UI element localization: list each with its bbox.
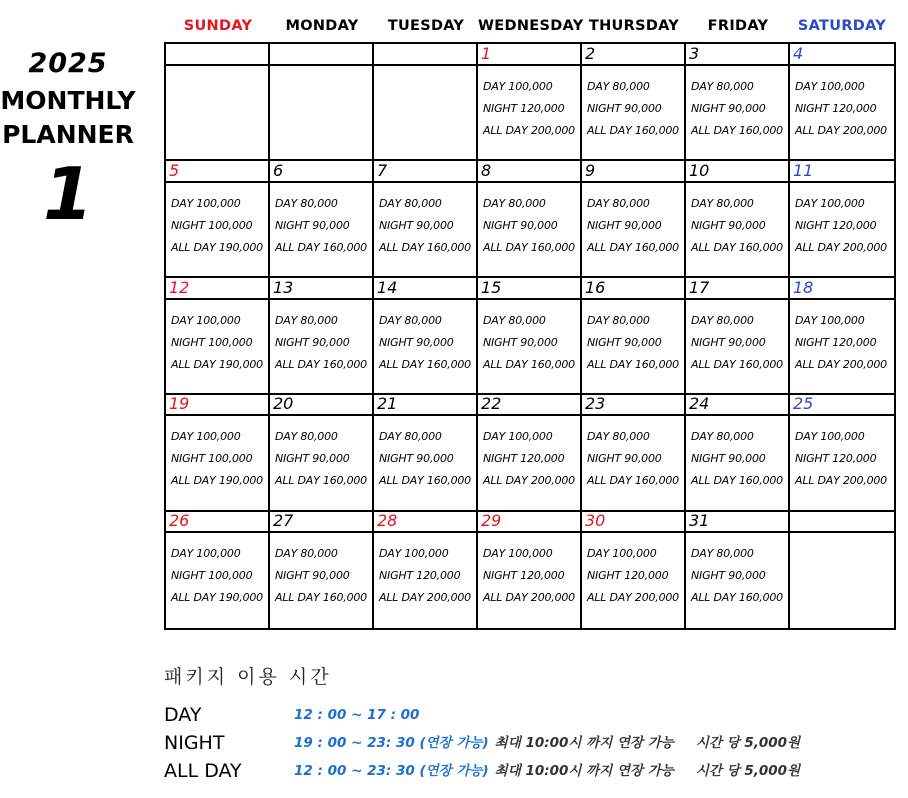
- day-cell-26: [166, 511, 270, 628]
- day-cell-18: [790, 278, 894, 395]
- night-rate: NIGHT 90,000: [379, 335, 454, 349]
- day-number: 26: [166, 511, 268, 533]
- day-number: 13: [270, 278, 372, 300]
- night-rate: NIGHT 120,000: [795, 218, 877, 232]
- all-day-rate: ALL DAY 160,000: [691, 591, 783, 605]
- night-rate: NIGHT 100,000: [171, 335, 253, 349]
- day-number: 12: [166, 278, 268, 300]
- day-number: 30: [582, 511, 684, 533]
- night-rate: NIGHT 120,000: [483, 102, 565, 115]
- day-cell-29: [478, 511, 582, 628]
- price-list: [275, 543, 372, 609]
- title-line-monthly: MONTHLY: [0, 86, 136, 115]
- weekday-monday: MONDAY: [285, 18, 359, 34]
- day-rate: DAY 80,000: [587, 430, 650, 444]
- day-number: 18: [790, 278, 894, 300]
- all-day-rate: ALL DAY 160,000: [379, 474, 471, 488]
- calendar-grid: [164, 42, 896, 630]
- time-range: 12 : 00 ~ 23: 30 (연장 가능): [294, 763, 489, 779]
- all-day-rate: ALL DAY 200,000: [379, 591, 471, 605]
- price-list: [691, 426, 788, 492]
- day-number: 5: [166, 161, 268, 183]
- day-cell-1: [478, 44, 582, 161]
- day-number: [270, 44, 372, 66]
- day-cell-7: [374, 161, 478, 278]
- day-number: 8: [478, 161, 580, 183]
- all-day-rate: ALL DAY 200,000: [483, 591, 575, 605]
- night-rate: NIGHT 90,000: [691, 569, 766, 583]
- package-hours: [294, 730, 800, 756]
- day-rate: DAY 80,000: [483, 196, 546, 210]
- day-cell-28: [374, 511, 478, 628]
- title-month-number: 1: [42, 152, 94, 236]
- all-day-rate: ALL DAY 200,000: [587, 591, 679, 605]
- weekday-sunday: SUNDAY: [183, 18, 253, 34]
- day-number: [374, 44, 476, 66]
- price-list: [691, 76, 788, 142]
- all-day-rate: ALL DAY 200,000: [795, 474, 887, 488]
- day-number: 16: [582, 278, 684, 300]
- price-list: [483, 193, 580, 259]
- day-number: 11: [790, 161, 894, 183]
- price-list: [171, 426, 268, 492]
- price-list: [587, 426, 684, 492]
- all-day-rate: ALL DAY 160,000: [587, 357, 679, 371]
- time-range: 19 : 00 ~ 23: 30 (연장 가능): [294, 735, 489, 751]
- day-rate: DAY 100,000: [483, 547, 553, 561]
- day-cell-31: [686, 511, 790, 628]
- day-cell-17: [686, 278, 790, 395]
- night-rate: NIGHT 100,000: [171, 452, 253, 466]
- all-day-rate: ALL DAY 190,000: [171, 591, 263, 605]
- planner-title: [0, 44, 136, 236]
- night-rate: NIGHT 120,000: [795, 102, 877, 115]
- day-rate: DAY 80,000: [275, 547, 338, 561]
- price-list: [691, 310, 788, 376]
- day-rate: DAY 100,000: [795, 430, 865, 444]
- night-rate: NIGHT 90,000: [691, 335, 766, 349]
- night-rate: NIGHT 90,000: [587, 218, 662, 232]
- price-list: [587, 310, 684, 376]
- price-list: [379, 426, 476, 492]
- day-cell-15: [478, 278, 582, 395]
- day-rate: DAY 80,000: [379, 196, 442, 210]
- day-number: 1: [478, 44, 580, 66]
- all-day-rate: ALL DAY 160,000: [275, 240, 367, 254]
- all-day-rate: ALL DAY 160,000: [691, 357, 783, 371]
- price-list: [587, 193, 684, 259]
- price-list: [483, 76, 580, 142]
- day-rate: DAY 100,000: [483, 430, 553, 444]
- day-number: [166, 44, 268, 66]
- price-list: [587, 543, 684, 609]
- day-rate: DAY 80,000: [275, 313, 338, 327]
- night-rate: NIGHT 90,000: [691, 218, 766, 232]
- night-rate: NIGHT 90,000: [275, 335, 350, 349]
- price-list: [483, 426, 580, 492]
- day-number: 25: [790, 394, 894, 416]
- day-number: 21: [374, 394, 476, 416]
- night-rate: NIGHT 90,000: [587, 335, 662, 349]
- day-number: 14: [374, 278, 476, 300]
- night-rate: NIGHT 90,000: [379, 218, 454, 232]
- night-rate: NIGHT 120,000: [795, 335, 877, 349]
- price-list: [275, 426, 372, 492]
- extension-price: 시간 당 5,000원: [695, 735, 801, 751]
- day-rate: DAY 80,000: [587, 313, 650, 327]
- day-number: 9: [582, 161, 684, 183]
- title-year: 2025: [28, 48, 108, 79]
- weekday-header-row: [164, 12, 896, 40]
- day-number: 28: [374, 511, 476, 533]
- day-cell-19: [166, 394, 270, 511]
- package-hours: [294, 758, 800, 784]
- empty-day-cell: [166, 44, 270, 161]
- all-day-rate: ALL DAY 190,000: [171, 474, 263, 488]
- day-number: 23: [582, 394, 684, 416]
- day-cell-16: [582, 278, 686, 395]
- package-hours: [294, 702, 419, 728]
- day-rate: DAY 80,000: [691, 430, 754, 444]
- day-cell-11: [790, 161, 894, 278]
- day-rate: DAY 100,000: [171, 430, 241, 444]
- day-cell-21: [374, 394, 478, 511]
- day-cell-3: [686, 44, 790, 161]
- all-day-rate: ALL DAY 160,000: [587, 474, 679, 488]
- night-rate: NIGHT 90,000: [483, 218, 558, 232]
- all-day-rate: ALL DAY 200,000: [483, 124, 575, 137]
- all-day-rate: ALL DAY 160,000: [379, 357, 471, 371]
- night-rate: NIGHT 90,000: [691, 102, 766, 115]
- empty-day-cell: [270, 44, 374, 161]
- day-number: 17: [686, 278, 788, 300]
- day-number: 27: [270, 511, 372, 533]
- weekday-wednesday: WEDNESDAY: [478, 18, 584, 34]
- all-day-rate: ALL DAY 160,000: [691, 474, 783, 488]
- day-rate: DAY 80,000: [587, 196, 650, 210]
- night-rate: NIGHT 120,000: [483, 569, 565, 583]
- price-list: [483, 310, 580, 376]
- package-name: DAY: [164, 704, 202, 726]
- all-day-rate: ALL DAY 200,000: [795, 124, 887, 137]
- day-cell-5: [166, 161, 270, 278]
- day-rate: DAY 100,000: [379, 547, 449, 561]
- empty-day-cell: [790, 511, 894, 628]
- day-rate: DAY 80,000: [691, 80, 754, 93]
- day-number: 7: [374, 161, 476, 183]
- night-rate: NIGHT 90,000: [275, 452, 350, 466]
- day-number: 3: [686, 44, 788, 66]
- price-list: [691, 543, 788, 609]
- day-cell-20: [270, 394, 374, 511]
- all-day-rate: ALL DAY 160,000: [587, 240, 679, 254]
- day-rate: DAY 80,000: [275, 196, 338, 210]
- night-rate: NIGHT 120,000: [483, 452, 565, 466]
- day-rate: DAY 80,000: [379, 430, 442, 444]
- day-rate: DAY 80,000: [587, 80, 650, 93]
- day-rate: DAY 100,000: [171, 547, 241, 561]
- day-cell-13: [270, 278, 374, 395]
- day-cell-24: [686, 394, 790, 511]
- day-number: 15: [478, 278, 580, 300]
- extension-note: 최대 10:00시 까지 연장 가능: [494, 735, 674, 751]
- day-rate: DAY 80,000: [275, 430, 338, 444]
- day-rate: DAY 100,000: [795, 313, 865, 327]
- price-list: [379, 310, 476, 376]
- day-number: 6: [270, 161, 372, 183]
- weekday-friday: FRIDAY: [707, 18, 769, 34]
- price-list: [691, 193, 788, 259]
- day-cell-23: [582, 394, 686, 511]
- all-day-rate: ALL DAY 160,000: [587, 124, 679, 137]
- day-number: 4: [790, 44, 894, 66]
- package-hours-legend: [164, 662, 884, 792]
- night-rate: NIGHT 100,000: [171, 569, 253, 583]
- day-rate: DAY 80,000: [691, 313, 754, 327]
- all-day-rate: ALL DAY 200,000: [795, 357, 887, 371]
- all-day-rate: ALL DAY 160,000: [691, 124, 783, 137]
- price-list: [795, 310, 894, 376]
- price-list: [379, 543, 476, 609]
- day-number: 31: [686, 511, 788, 533]
- day-rate: DAY 80,000: [483, 313, 546, 327]
- day-rate: DAY 100,000: [795, 196, 865, 210]
- day-rate: DAY 80,000: [379, 313, 442, 327]
- price-list: [275, 193, 372, 259]
- day-rate: DAY 100,000: [587, 547, 657, 561]
- price-list: [483, 543, 580, 609]
- day-number: 19: [166, 394, 268, 416]
- day-cell-27: [270, 511, 374, 628]
- day-number: 10: [686, 161, 788, 183]
- price-list: [171, 193, 268, 259]
- package-name: NIGHT: [164, 732, 225, 754]
- day-number: 20: [270, 394, 372, 416]
- night-rate: NIGHT 90,000: [275, 218, 350, 232]
- day-cell-6: [270, 161, 374, 278]
- all-day-rate: ALL DAY 190,000: [171, 240, 263, 254]
- price-list: [171, 310, 268, 376]
- time-range: 12 : 00 ~ 17 : 00: [294, 707, 420, 723]
- night-rate: NIGHT 90,000: [587, 102, 662, 115]
- all-day-rate: ALL DAY 160,000: [275, 591, 367, 605]
- day-number: 24: [686, 394, 788, 416]
- day-number: 29: [478, 511, 580, 533]
- day-cell-25: [790, 394, 894, 511]
- night-rate: NIGHT 90,000: [483, 335, 558, 349]
- title-line-planner: PLANNER: [2, 120, 134, 149]
- day-cell-8: [478, 161, 582, 278]
- night-rate: NIGHT 120,000: [795, 452, 877, 466]
- weekday-saturday: SATURDAY: [797, 18, 887, 34]
- price-list: [795, 76, 894, 142]
- day-cell-22: [478, 394, 582, 511]
- night-rate: NIGHT 90,000: [379, 452, 454, 466]
- day-cell-10: [686, 161, 790, 278]
- package-name: ALL DAY: [164, 760, 242, 782]
- day-rate: DAY 80,000: [691, 196, 754, 210]
- day-number: [790, 511, 894, 533]
- day-cell-30: [582, 511, 686, 628]
- all-day-rate: ALL DAY 160,000: [691, 240, 783, 254]
- all-day-rate: ALL DAY 160,000: [379, 240, 471, 254]
- day-cell-14: [374, 278, 478, 395]
- all-day-rate: ALL DAY 190,000: [171, 357, 263, 371]
- night-rate: NIGHT 120,000: [379, 569, 461, 583]
- night-rate: NIGHT 90,000: [691, 452, 766, 466]
- all-day-rate: ALL DAY 160,000: [275, 357, 367, 371]
- day-number: 2: [582, 44, 684, 66]
- day-rate: DAY 100,000: [795, 80, 865, 93]
- day-cell-9: [582, 161, 686, 278]
- weekday-thursday: THURSDAY: [588, 18, 680, 34]
- price-list: [171, 543, 268, 609]
- day-rate: DAY 80,000: [691, 547, 754, 561]
- extension-price: 시간 당 5,000원: [695, 763, 801, 779]
- night-rate: NIGHT 90,000: [275, 569, 350, 583]
- empty-day-cell: [374, 44, 478, 161]
- all-day-rate: ALL DAY 200,000: [795, 240, 887, 254]
- price-list: [587, 76, 684, 142]
- day-cell-4: [790, 44, 894, 161]
- night-rate: NIGHT 100,000: [171, 218, 253, 232]
- all-day-rate: ALL DAY 160,000: [275, 474, 367, 488]
- price-list: [795, 193, 894, 259]
- night-rate: NIGHT 120,000: [587, 569, 669, 583]
- all-day-rate: ALL DAY 160,000: [483, 240, 575, 254]
- price-list: [275, 310, 372, 376]
- day-rate: DAY 100,000: [171, 196, 241, 210]
- day-rate: DAY 100,000: [483, 80, 553, 93]
- extension-note: 최대 10:00시 까지 연장 가능: [494, 763, 674, 779]
- price-list: [379, 193, 476, 259]
- all-day-rate: ALL DAY 160,000: [483, 357, 575, 371]
- price-list: [795, 426, 894, 492]
- legend-title: 패키지 이용 시간: [164, 666, 332, 688]
- day-number: 22: [478, 394, 580, 416]
- day-rate: DAY 100,000: [171, 313, 241, 327]
- all-day-rate: ALL DAY 200,000: [483, 474, 575, 488]
- day-cell-2: [582, 44, 686, 161]
- day-cell-12: [166, 278, 270, 395]
- night-rate: NIGHT 90,000: [587, 452, 662, 466]
- weekday-tuesday: TUESDAY: [387, 18, 465, 34]
